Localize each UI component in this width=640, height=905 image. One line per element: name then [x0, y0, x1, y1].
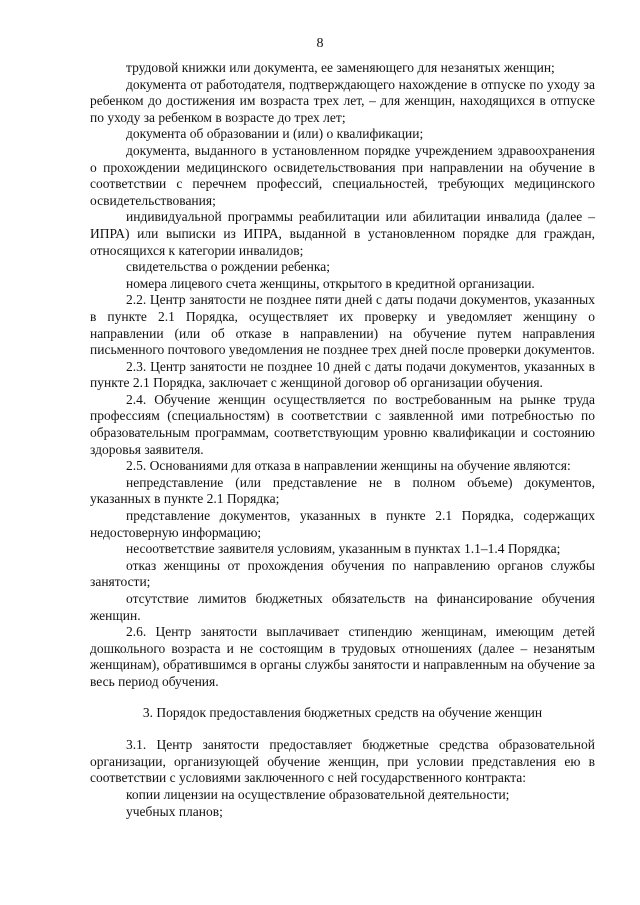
- section-heading: 3. Порядок предоставления бюджетных средств на обучение женщин: [142, 704, 543, 720]
- paragraph: 2.4. Обучение женщин осуществляется по востребованным на рынке труда профессиям (специальностям) в соответствии с заявленной ими потребностью по образовательным программам, соответствующим уровню квалификации и состоянию здоровья заявителя.: [90, 391, 595, 457]
- paragraph: 2.6. Центр занятости выплачивает стипендию женщинам, имеющим детей дошкольного возраста и не состоящим в трудовых отношениях (далее – незанятым женщинам), обратившимся в органы службы занятости и направленным на обучение за весь период обучения.: [90, 624, 595, 689]
- page-number: 8: [316, 36, 324, 51]
- paragraph: документа от работодателя, подтверждающего нахождение в отпуске по уходу за ребенком до достижения им возраста трех лет, – для женщин, находящихся в отпуске по уходу за ребенком в возрасте до трех лет;: [90, 76, 595, 125]
- paragraph: 3.1. Центр занятости предоставляет бюджетные средства образовательной организации, организующей обучение женщин, при условии представления ею в соответствии с условиями заключенного с ней государственного контракта:: [90, 737, 595, 786]
- paragraph: отказ женщины от прохождения обучения по направлению органов службы занятости;: [90, 557, 595, 590]
- paragraph: непредставление (или представление не в полном объеме) документов, указанных в пункте 2.1 Порядка;: [90, 474, 595, 507]
- paragraph: 2.3. Центр занятости не позднее 10 дней с даты подачи документов, указанных в пункте 2.1 Порядка, заключает с женщиной договор об организации обучения.: [90, 358, 595, 391]
- paragraph: учебных планов;: [126, 803, 223, 819]
- paragraph: 2.2. Центр занятости не позднее пяти дней с даты подачи документов, указанных в пункте 2.1 Порядка, осуществляет их проверку и уведомляет женщину о направлении (или об отказе в направлении) на обучение путем направления письменного почтового уведомления не позднее трех дней после проверки документов.: [90, 292, 595, 358]
- paragraph: копии лицензии на осуществление образовательной деятельности;: [126, 786, 510, 802]
- paragraph: представление документов, указанных в пункте 2.1 Порядка, содержащих недостоверную информацию;: [90, 508, 595, 540]
- paragraph: номера лицевого счета женщины, открытого в кредитной организации.: [126, 275, 535, 291]
- paragraph: 2.5. Основаниями для отказа в направлении женщины на обучение являются:: [126, 458, 571, 474]
- paragraph: отсутствие лимитов бюджетных обязательств на финансирование обучения женщин.: [90, 591, 595, 623]
- paragraph: индивидуальной программы реабилитации или абилитации инвалида (далее – ИПРА) или выписки из ИПРА, выданной в установленном порядке для граждан, относящихся к категории инвалидов;: [90, 209, 595, 258]
- document-body: [90, 60, 595, 820]
- paragraph: трудовой книжки или документа, ее заменяющего для незанятых женщин;: [126, 60, 555, 75]
- paragraph: свидетельства о рождении ребенка;: [126, 259, 330, 275]
- paragraph: документа об образовании и (или) о квалификации;: [126, 126, 424, 142]
- paragraph: несоответствие заявителя условиям, указанным в пунктах 1.1–1.4 Порядка;: [126, 541, 561, 557]
- paragraph: документа, выданного в установленном порядке учреждением здравоохранения о прохождении медицинского освидетельствования при направлении на обучение в соответствии с перечнем профессий, специальностей, требующих медицинского освидетельствования;: [90, 142, 595, 208]
